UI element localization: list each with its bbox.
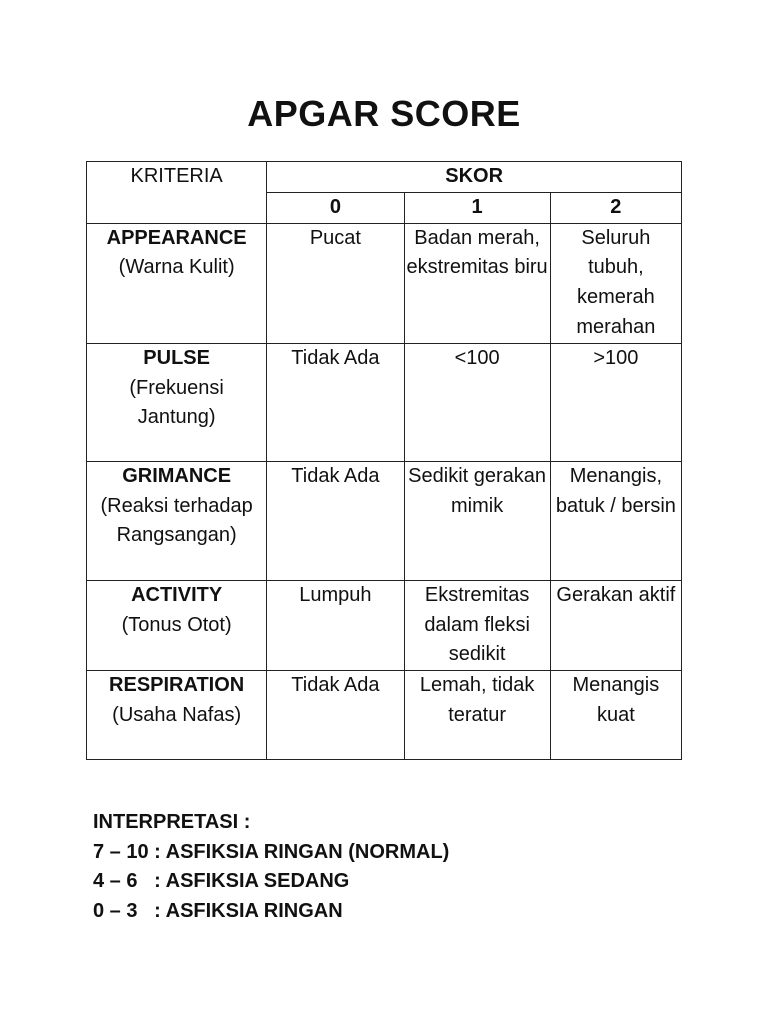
criterion-cell [87, 671, 267, 760]
interpretation-section [93, 808, 449, 926]
criterion-name: PULSE [143, 346, 210, 369]
score-1-cell: Lemah, tidak teratur [404, 671, 550, 760]
score-2-cell: Gerakan aktif [550, 580, 681, 670]
criterion-cell [87, 580, 267, 670]
score-0-cell: Pucat [267, 223, 404, 343]
criterion-description: (Usaha Nafas) [112, 703, 242, 726]
score-1-cell: Badan merah, ekstremitas biru [404, 223, 550, 343]
skor-header: SKOR [267, 162, 682, 193]
criterion-description: (Warna Kulit) [118, 256, 235, 279]
criterion-description: (Frekuensi Jantung) [129, 376, 224, 429]
score-2-cell: Menangis kuat [550, 671, 681, 760]
score-0-cell: Tidak Ada [267, 671, 404, 760]
interpretation-line: 0 – 3 : ASFIKSIA RINGAN [93, 899, 343, 922]
criterion-description: (Tonus Otot) [121, 613, 232, 636]
criterion-cell [87, 461, 267, 580]
criterion-cell [87, 343, 267, 461]
interpretation-line: 7 – 10 : ASFIKSIA RINGAN (NORMAL) [93, 840, 450, 863]
score-2-cell: >100 [550, 343, 681, 461]
table-row-appearance [87, 223, 682, 343]
score-2-cell: Menangis, batuk / bersin [550, 461, 681, 580]
table-row-activity [87, 580, 682, 670]
score-0-cell: Tidak Ada [267, 343, 404, 461]
score-2-cell: Seluruh tubuh, kemerah merahan [550, 223, 681, 343]
score-0-cell: Tidak Ada [267, 461, 404, 580]
interpretation-heading: INTERPRETASI : [93, 811, 251, 833]
table-row-respiration [87, 671, 682, 760]
table-header-row [87, 162, 682, 193]
score-0-cell: Lumpuh [267, 580, 404, 670]
page-title: APGAR SCORE [247, 93, 521, 134]
table-row-pulse [87, 343, 682, 461]
criterion-name: GRIMANCE [122, 464, 232, 487]
score-1-cell: Ekstremitas dalam fleksi sedikit [404, 580, 550, 670]
score-1-cell: Sedikit gerakan mimik [404, 461, 550, 580]
score-1-cell: <100 [404, 343, 550, 461]
criterion-name: ACTIVITY [131, 583, 223, 606]
criterion-cell [87, 223, 267, 343]
criterion-name: RESPIRATION [109, 674, 245, 697]
score-header-0: 0 [267, 192, 404, 223]
score-header-2: 2 [550, 192, 681, 223]
criterion-description: (Reaksi terhadap Rangsangan) [100, 494, 253, 547]
criterion-name: APPEARANCE [106, 226, 247, 249]
interpretation-line: 4 – 6 : ASFIKSIA SEDANG [93, 870, 350, 892]
kriteria-header: KRITERIA [87, 162, 267, 224]
score-header-1: 1 [404, 192, 550, 223]
table-row-grimance [87, 461, 682, 580]
apgar-score-table [86, 161, 682, 760]
